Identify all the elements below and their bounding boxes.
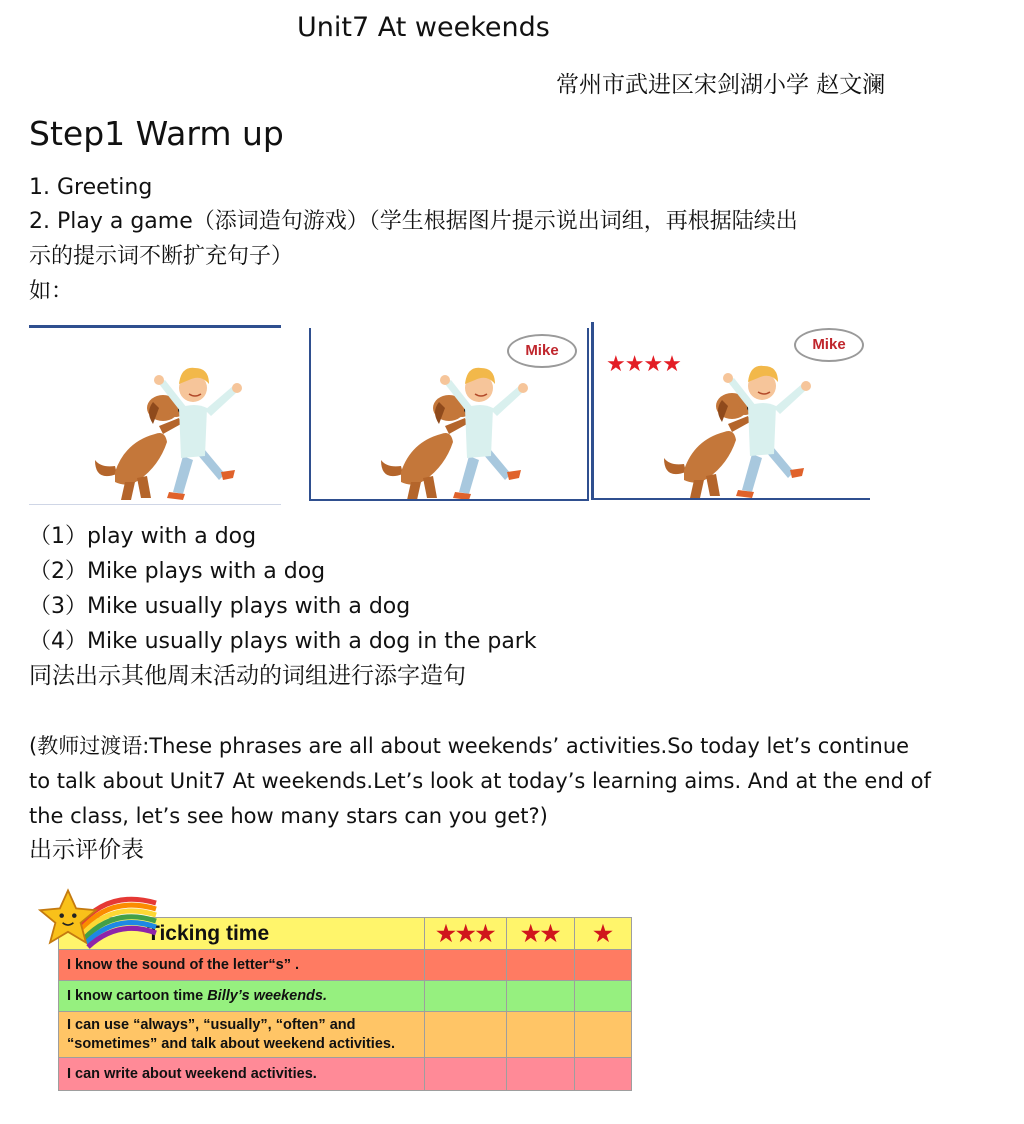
name-bubble: Mike xyxy=(794,328,864,362)
three-star-header: ★★★ xyxy=(425,918,507,950)
author-line: 常州市武进区宋剑湖小学 赵文澜 xyxy=(556,72,886,98)
example-label: 如： xyxy=(29,279,74,304)
aim-cartoon xyxy=(59,981,425,1012)
image-panel-1 xyxy=(29,325,281,505)
table-row xyxy=(59,981,632,1012)
aim-cartoon-text: I know cartoon time xyxy=(67,987,208,1004)
document-title: Unit7 At weekends xyxy=(297,12,550,43)
method-note: 同法出示其他周末活动的词组进行添字造句 xyxy=(29,663,466,689)
image-panel-2 xyxy=(309,328,589,501)
aim-frequency-line2: “sometimes” and talk about weekend activities. xyxy=(67,1035,395,1052)
sentence-4: （4）Mike usually plays with a dog in the park xyxy=(29,629,537,654)
image-panel-3 xyxy=(591,322,870,500)
two-star-header: ★★ xyxy=(507,918,575,950)
step-heading: Step1 Warm up xyxy=(29,114,284,153)
step-item-game: 2. Play a game（添词造句游戏）（学生根据图片提示说出词组，再根据陆续出 xyxy=(29,209,798,234)
transition-line-1: (教师过渡语:These phrases are all about weekends’ activities.So today let’s continue xyxy=(29,734,910,758)
aim-writing: I can write about weekend activities. xyxy=(59,1058,425,1091)
sentence-1: （1）play with a dog xyxy=(29,524,257,549)
ticking-title: Ticking time xyxy=(59,918,425,950)
red-stars: ★★★★ xyxy=(606,352,681,377)
table-row xyxy=(59,950,632,981)
star-icon xyxy=(38,887,162,953)
tick-cell[interactable] xyxy=(425,950,507,981)
show-table-note: 出示评价表 xyxy=(29,837,144,863)
table-row xyxy=(59,1058,632,1091)
transition-line-3: the class, let’s see how many stars can you get?) xyxy=(29,804,548,828)
tick-cell[interactable] xyxy=(507,1058,575,1091)
table-row xyxy=(59,1012,632,1058)
aim-frequency xyxy=(59,1012,425,1058)
name-bubble: Mike xyxy=(507,334,577,368)
tick-cell[interactable] xyxy=(507,981,575,1012)
tick-cell[interactable] xyxy=(507,1012,575,1058)
transition-line-2: to talk about Unit7 At weekends.Let’s look at today’s learning aims. And at the end of xyxy=(29,769,931,793)
tick-cell[interactable] xyxy=(575,950,632,981)
one-star-header: ★ xyxy=(575,918,632,950)
tick-cell[interactable] xyxy=(425,1058,507,1091)
tick-cell[interactable] xyxy=(507,950,575,981)
step-item-greeting: 1. Greeting xyxy=(29,175,153,200)
tick-cell[interactable] xyxy=(575,981,632,1012)
star-rainbow-badge xyxy=(38,887,162,953)
step-item-game-cont: 示的提示词不断扩充句子） xyxy=(29,244,294,269)
tick-cell[interactable] xyxy=(575,1012,632,1058)
tick-cell[interactable] xyxy=(425,1012,507,1058)
boy-dog-illustration xyxy=(29,328,281,504)
sentence-2: （2）Mike plays with a dog xyxy=(29,559,326,584)
aim-cartoon-title: Billy’s weekends. xyxy=(207,987,328,1004)
aim-sound: I know the sound of the letter“s” . xyxy=(59,950,425,981)
tick-cell[interactable] xyxy=(425,981,507,1012)
tick-cell[interactable] xyxy=(575,1058,632,1091)
sentence-3: （3）Mike usually plays with a dog xyxy=(29,594,411,619)
aim-frequency-line1: I can use “always”, “usually”, “often” and xyxy=(67,1016,356,1033)
